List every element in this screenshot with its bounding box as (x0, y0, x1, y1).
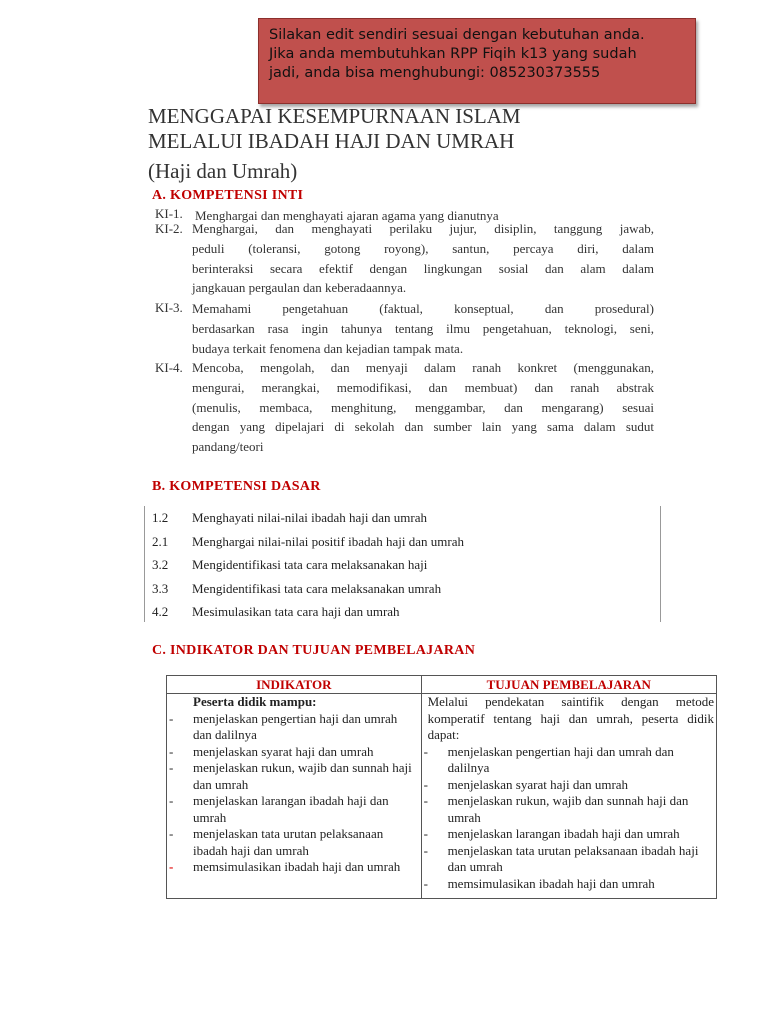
list-item (424, 843, 714, 876)
dash-marker: - (423, 793, 428, 808)
page-title-line-1: MENGGAPAI KESEMPURNAAN ISLAM (148, 104, 521, 128)
ki-number: KI-3. (155, 300, 183, 315)
kd-row (152, 534, 464, 550)
ki-text (192, 358, 654, 457)
ki-number: KI-2. (155, 221, 183, 236)
indikator-text: menjelaskan rukun, wajib dan sunnah haji dan umrah (193, 760, 412, 792)
dash-marker: - (169, 826, 174, 841)
list-item (169, 744, 419, 761)
ki-line: berinteraksi secara efektif dengan lingkungan sosial dan alam dalam (192, 260, 654, 276)
tujuan-cell (421, 694, 716, 899)
dash-marker: - (423, 842, 428, 858)
tujuan-text: menjelaskan larangan ibadah haji dan umrah (447, 826, 680, 841)
list-item (424, 744, 714, 777)
tujuan-intro: Melalui pendekatan saintifik dengan metode komperatif tentang haji dan umrah, peserta didik dapat: (427, 694, 714, 742)
ki-text (192, 299, 654, 358)
list-item (424, 793, 714, 826)
tujuan-text: menjelaskan pengertian haji dan umrah dan dalilnya (447, 743, 674, 775)
indikator-text: memsimulasikan ibadah haji dan umrah (193, 859, 401, 874)
ki-line: pandang/teori (192, 439, 264, 455)
kd-row (152, 510, 427, 526)
ki-text (192, 219, 654, 298)
list-item (169, 760, 419, 793)
section-c-heading: C. INDIKATOR DAN TUJUAN PEMBELAJARAN (152, 643, 476, 658)
ki-number: KI-1. (155, 206, 183, 221)
kd-number: 1.2 (152, 510, 169, 525)
kd-number: 4.2 (152, 604, 169, 619)
tujuan-text: menjelaskan rukun, wajib dan sunnah haji dan umrah (447, 793, 689, 825)
list-item (424, 777, 714, 794)
ki-line: jangkauan pergaulan dan keberadaannya. (192, 280, 407, 296)
ki-line: Menghargai dan menghayati ajaran agama yang dianutnya (195, 208, 499, 223)
section-a-heading: A. KOMPETENSI INTI (152, 188, 304, 203)
kd-number: 3.3 (152, 581, 169, 596)
list-item (169, 859, 419, 876)
ki-line: mengurai, merangkai, memodifikasi, dan membuat) dan ranah abstrak (192, 379, 654, 395)
edit-notice-box (258, 18, 696, 104)
dash-marker: - (423, 875, 428, 891)
dash-marker: - (169, 760, 174, 775)
ki-line: berdasarkan rasa ingin tahunya tentang ilmu pengetahuan, teknologi, seni, (192, 320, 654, 336)
tujuan-text: memsimulasikan ibadah haji dan umrah (447, 875, 655, 891)
kd-row (152, 581, 441, 597)
page-title-line-2: MELALUI IBADAH HAJI DAN UMRAH (148, 129, 515, 153)
kd-text: Menghayati nilai-nilai ibadah haji dan umrah (192, 510, 428, 525)
dash-marker: - (423, 826, 428, 841)
indikator-cell (167, 694, 422, 899)
tujuan-text: menjelaskan tata urutan pelaksanaan ibadah haji dan umrah (447, 842, 699, 874)
page-subtitle: (Haji dan Umrah) (148, 159, 298, 183)
ki-line: peduli (toleransi, gotong royong), santun, percaya diri, dalam (192, 240, 654, 256)
ki-number: KI-4. (155, 360, 183, 375)
dash-marker: - (423, 743, 428, 759)
column-header-tujuan: TUJUAN PEMBELAJARAN (421, 676, 716, 694)
dash-marker: - (169, 793, 174, 808)
ki-line: dengan yang dipelajari di sekolah dan sumber lain yang sama dalam sudut (192, 419, 654, 435)
kd-row (152, 557, 427, 573)
kd-number: 3.2 (152, 557, 169, 572)
indikator-text: menjelaskan pengertian haji dan umrah dan dalilnya (193, 710, 398, 742)
indikator-text: menjelaskan syarat haji dan umrah (193, 743, 374, 759)
indikator-lead: Peserta didik mampu: (193, 694, 317, 709)
list-item (169, 793, 419, 826)
column-header-indikator: INDIKATOR (167, 676, 422, 694)
tujuan-text: menjelaskan syarat haji dan umrah (447, 776, 629, 792)
notice-line: Jika anda membutuhkan RPP Fiqih k13 yang sudah (269, 46, 637, 62)
kd-text: Mesimulasikan tata cara haji dan umrah (192, 604, 400, 619)
dash-marker: - (423, 776, 428, 792)
kd-text: Menghargai nilai-nilai positif ibadah haji dan umrah (192, 534, 464, 549)
notice-line: jadi, anda bisa menghubungi: 085230373555 (269, 65, 601, 81)
list-item (169, 711, 419, 744)
ki-line: Menghargai, dan menghayati perilaku jujur, disiplin, tanggung jawab, (192, 221, 654, 236)
ki-line: (menulis, membaca, menghitung, menggambar, dan mengarang) sesuai (192, 399, 654, 415)
ki-line: Memahami pengetahuan (faktual, konseptual, dan prosedural) (192, 301, 654, 316)
indikator-text: menjelaskan larangan ibadah haji dan umrah (193, 793, 389, 825)
section-b-heading: B. KOMPETENSI DASAR (152, 479, 321, 494)
ki-line: Mencoba, mengolah, dan menyaji dalam ranah konkret (menggunakan, (192, 360, 654, 375)
list-item (169, 826, 419, 859)
notice-line: Silakan edit sendiri sesuai dengan kebutuhan anda. (269, 27, 645, 43)
indikator-tujuan-table (166, 675, 717, 899)
dash-marker: - (169, 743, 174, 759)
kd-number: 2.1 (152, 534, 169, 549)
kd-text: Mengidentifikasi tata cara melaksanakan umrah (192, 581, 442, 596)
kd-text: Mengidentifikasi tata cara melaksanakan haji (192, 557, 428, 572)
list-item (424, 876, 714, 893)
ki-line: budaya terkait fenomena dan kejadian tampak mata. (192, 340, 464, 356)
dash-marker: - (169, 859, 174, 874)
list-item (424, 826, 714, 843)
indikator-text: menjelaskan tata urutan pelaksanaan ibadah haji dan umrah (193, 826, 384, 858)
dash-marker: - (169, 710, 174, 726)
kd-row (152, 604, 400, 620)
